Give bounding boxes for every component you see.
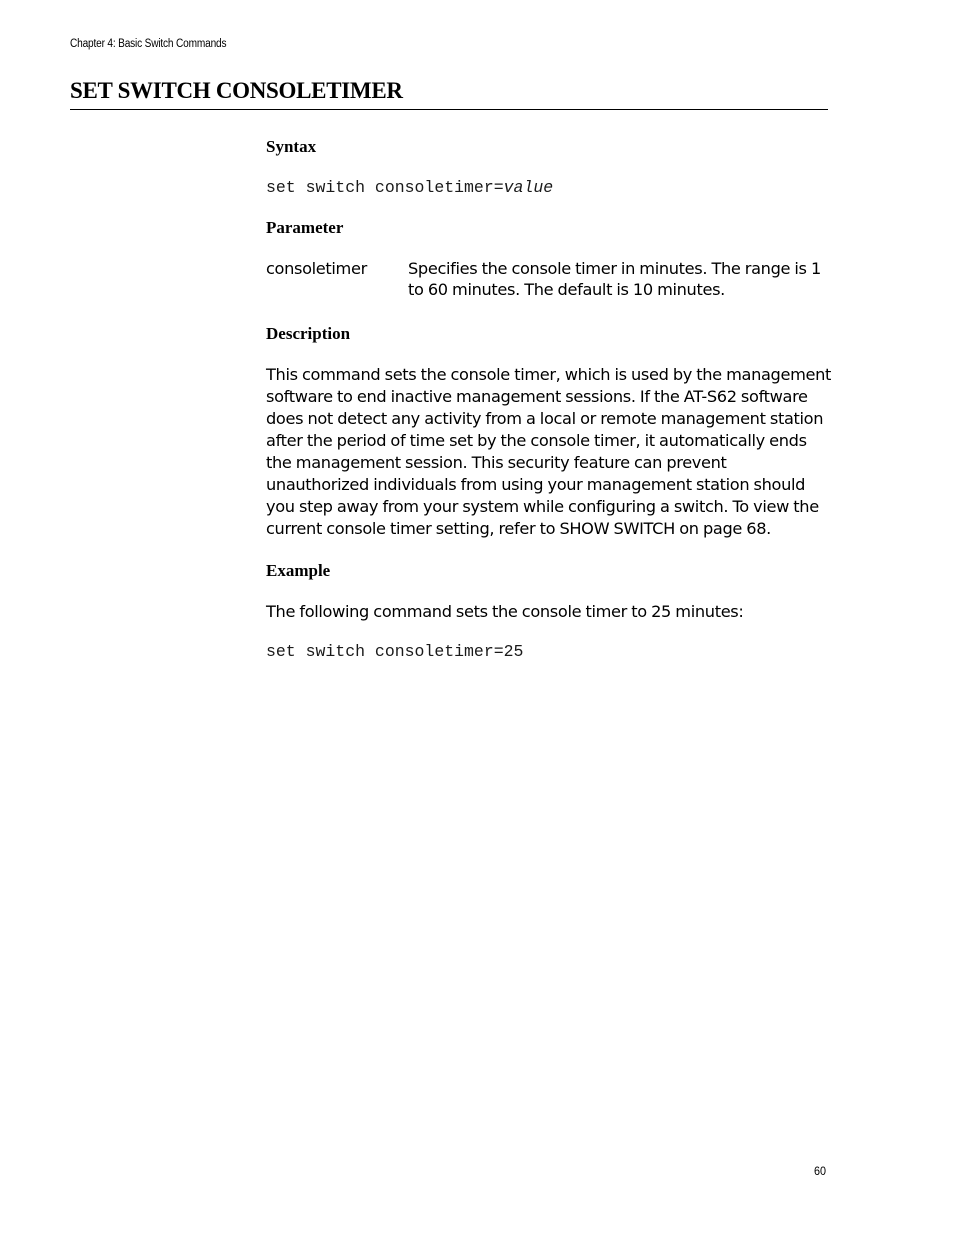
parameter-description-line: to 60 minutes. The default is 10 minutes. xyxy=(408,280,725,299)
syntax-command-prefix: set switch consoletimer= xyxy=(266,178,504,197)
description-line: you step away from your system while configuring a switch. To view the xyxy=(266,497,819,516)
description-line: current console timer setting, refer to SHOW SWITCH on page 68. xyxy=(266,519,771,538)
syntax-heading: Syntax xyxy=(266,137,317,156)
description-heading: Description xyxy=(266,324,351,343)
parameter-heading: Parameter xyxy=(266,218,344,237)
description-line: after the period of time set by the console timer, it automatically ends xyxy=(266,431,807,450)
page-title: SET SWITCH CONSOLETIMER xyxy=(70,78,403,103)
description-line: unauthorized individuals from using your management station should xyxy=(266,475,806,494)
example-command: set switch consoletimer=25 xyxy=(266,642,524,661)
parameter-description-line: Specifies the console timer in minutes. The range is 1 xyxy=(408,259,821,278)
parameter-description xyxy=(408,258,828,300)
description-line: the management session. This security feature can prevent xyxy=(266,453,727,472)
syntax-command-variable: value xyxy=(503,178,554,197)
running-header: Chapter 4: Basic Switch Commands xyxy=(70,38,227,50)
description-line: This command sets the console timer, which is used by the management xyxy=(266,365,832,384)
description-line: software to end inactive management sessions. If the AT-S62 software xyxy=(266,387,808,406)
page-number: 60 xyxy=(814,1164,827,1178)
syntax-command xyxy=(266,178,553,197)
description-paragraph xyxy=(266,364,832,540)
example-heading: Example xyxy=(266,561,331,580)
example-text: The following command sets the console timer to 25 minutes: xyxy=(266,602,744,621)
title-divider xyxy=(70,109,828,110)
parameter-name: consoletimer xyxy=(266,259,367,278)
description-line: does not detect any activity from a local or remote management station xyxy=(266,409,824,428)
